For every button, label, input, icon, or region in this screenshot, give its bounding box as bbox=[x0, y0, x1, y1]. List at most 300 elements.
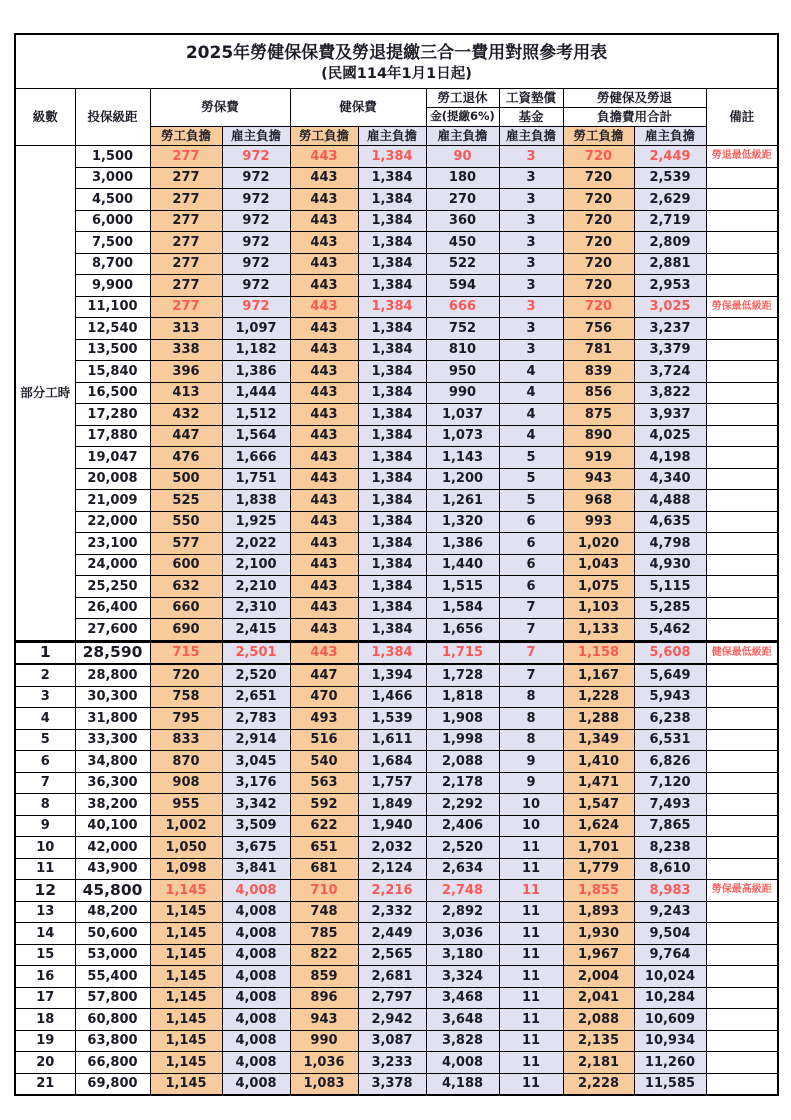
remark-cell bbox=[706, 490, 778, 512]
cell-pension-employer: 1,998 bbox=[426, 729, 499, 751]
cell-labor-employer: 3,675 bbox=[222, 837, 290, 859]
cell-total-employer: 8,983 bbox=[634, 880, 706, 902]
remark-cell bbox=[706, 708, 778, 730]
cell-health-employer: 1,384 bbox=[358, 490, 426, 512]
cell-total-employee: 720 bbox=[563, 296, 634, 318]
cell-labor-employer: 4,008 bbox=[222, 880, 290, 902]
cell-wage-fund-employer: 3 bbox=[499, 232, 563, 254]
table-row bbox=[15, 815, 778, 837]
cell-wage-fund-employer: 4 bbox=[499, 404, 563, 426]
cell-pension-employer: 594 bbox=[426, 275, 499, 297]
cell-wage-fund-employer: 3 bbox=[499, 146, 563, 168]
cell-bracket: 4,500 bbox=[75, 189, 150, 211]
cell-pension-employer: 1,143 bbox=[426, 447, 499, 469]
remark-cell bbox=[706, 751, 778, 773]
cell-total-employer: 4,025 bbox=[634, 425, 706, 447]
cell-wage-fund-employer: 6 bbox=[499, 511, 563, 533]
cell-labor-employer: 2,783 bbox=[222, 708, 290, 730]
remark-cell bbox=[706, 966, 778, 988]
subheader-wage-fund-employer: 雇主負擔 bbox=[499, 127, 563, 146]
cell-health-employer: 2,681 bbox=[358, 966, 426, 988]
cell-health-employer: 1,384 bbox=[358, 210, 426, 232]
cell-health-employer: 2,797 bbox=[358, 987, 426, 1009]
remark-cell bbox=[706, 554, 778, 576]
cell-health-employer: 2,032 bbox=[358, 837, 426, 859]
cell-bracket: 36,300 bbox=[75, 772, 150, 794]
subheader-health-employee: 勞工負擔 bbox=[290, 127, 358, 146]
cell-total-employer: 2,539 bbox=[634, 167, 706, 189]
cell-total-employee: 1,349 bbox=[563, 729, 634, 751]
level-cell: 1 bbox=[15, 641, 75, 664]
cell-total-employer: 4,930 bbox=[634, 554, 706, 576]
cell-labor-employee: 1,050 bbox=[150, 837, 222, 859]
remark-cell bbox=[706, 619, 778, 642]
cell-health-employee: 443 bbox=[290, 619, 358, 642]
cell-pension-employer: 4,188 bbox=[426, 1073, 499, 1095]
cell-health-employer: 1,384 bbox=[358, 189, 426, 211]
cell-total-employer: 3,025 bbox=[634, 296, 706, 318]
cell-health-employee: 443 bbox=[290, 425, 358, 447]
cell-health-employee: 443 bbox=[290, 382, 358, 404]
cell-bracket: 55,400 bbox=[75, 966, 150, 988]
cell-total-employer: 2,629 bbox=[634, 189, 706, 211]
col-header-health-insurance: 健保費 bbox=[290, 89, 426, 127]
cell-total-employer: 4,340 bbox=[634, 468, 706, 490]
cell-total-employer: 7,120 bbox=[634, 772, 706, 794]
table-row bbox=[15, 987, 778, 1009]
cell-bracket: 1,500 bbox=[75, 146, 150, 168]
cell-total-employer: 5,943 bbox=[634, 686, 706, 708]
cell-labor-employee: 1,145 bbox=[150, 1052, 222, 1074]
cell-health-employee: 516 bbox=[290, 729, 358, 751]
cell-wage-fund-employer: 11 bbox=[499, 923, 563, 945]
cell-bracket: 45,800 bbox=[75, 880, 150, 902]
cell-pension-employer: 1,200 bbox=[426, 468, 499, 490]
remark-cell bbox=[706, 447, 778, 469]
cell-total-employee: 1,855 bbox=[563, 880, 634, 902]
cell-health-employer: 1,384 bbox=[358, 533, 426, 555]
cell-labor-employer: 1,838 bbox=[222, 490, 290, 512]
level-cell: 4 bbox=[15, 708, 75, 730]
cell-total-employee: 1,228 bbox=[563, 686, 634, 708]
cell-bracket: 21,009 bbox=[75, 490, 150, 512]
level-cell: 2 bbox=[15, 664, 75, 686]
cell-pension-employer: 1,320 bbox=[426, 511, 499, 533]
cell-health-employee: 443 bbox=[290, 167, 358, 189]
remark-cell bbox=[706, 576, 778, 598]
cell-wage-fund-employer: 5 bbox=[499, 490, 563, 512]
cell-labor-employer: 972 bbox=[222, 167, 290, 189]
cell-total-employer: 11,585 bbox=[634, 1073, 706, 1095]
cell-pension-employer: 1,908 bbox=[426, 708, 499, 730]
cell-health-employee: 443 bbox=[290, 232, 358, 254]
cell-total-employee: 1,020 bbox=[563, 533, 634, 555]
col-header-labor-insurance: 勞保費 bbox=[150, 89, 290, 127]
remark-cell bbox=[706, 686, 778, 708]
cell-pension-employer: 2,088 bbox=[426, 751, 499, 773]
cell-pension-employer: 2,520 bbox=[426, 837, 499, 859]
cell-bracket: 38,200 bbox=[75, 794, 150, 816]
cell-total-employer: 4,635 bbox=[634, 511, 706, 533]
cell-labor-employer: 4,008 bbox=[222, 944, 290, 966]
level-cell: 12 bbox=[15, 880, 75, 902]
level-cell: 6 bbox=[15, 751, 75, 773]
cell-wage-fund-employer: 7 bbox=[499, 597, 563, 619]
cell-pension-employer: 666 bbox=[426, 296, 499, 318]
cell-total-employer: 8,610 bbox=[634, 858, 706, 880]
cell-labor-employee: 632 bbox=[150, 576, 222, 598]
level-cell: 7 bbox=[15, 772, 75, 794]
cell-labor-employee: 577 bbox=[150, 533, 222, 555]
cell-bracket: 48,200 bbox=[75, 901, 150, 923]
table-row bbox=[15, 210, 778, 232]
cell-total-employee: 720 bbox=[563, 146, 634, 168]
cell-total-employee: 875 bbox=[563, 404, 634, 426]
cell-health-employee: 990 bbox=[290, 1030, 358, 1052]
cell-labor-employer: 4,008 bbox=[222, 1052, 290, 1074]
cell-bracket: 31,800 bbox=[75, 708, 150, 730]
cell-labor-employee: 1,145 bbox=[150, 1073, 222, 1095]
cell-health-employer: 1,384 bbox=[358, 146, 426, 168]
cell-health-employee: 563 bbox=[290, 772, 358, 794]
cell-total-employer: 10,284 bbox=[634, 987, 706, 1009]
cell-labor-employer: 972 bbox=[222, 146, 290, 168]
cell-bracket: 50,600 bbox=[75, 923, 150, 945]
cell-labor-employer: 3,176 bbox=[222, 772, 290, 794]
cell-total-employer: 10,024 bbox=[634, 966, 706, 988]
cell-labor-employee: 313 bbox=[150, 318, 222, 340]
cell-labor-employee: 1,145 bbox=[150, 901, 222, 923]
cell-labor-employee: 277 bbox=[150, 253, 222, 275]
cell-bracket: 17,880 bbox=[75, 425, 150, 447]
cell-total-employee: 1,075 bbox=[563, 576, 634, 598]
cell-pension-employer: 1,440 bbox=[426, 554, 499, 576]
cell-total-employee: 1,133 bbox=[563, 619, 634, 642]
cell-labor-employee: 955 bbox=[150, 794, 222, 816]
cell-labor-employer: 2,100 bbox=[222, 554, 290, 576]
cell-total-employer: 3,822 bbox=[634, 382, 706, 404]
cell-labor-employee: 1,145 bbox=[150, 880, 222, 902]
cell-health-employer: 1,384 bbox=[358, 597, 426, 619]
table-row bbox=[15, 554, 778, 576]
cell-total-employee: 968 bbox=[563, 490, 634, 512]
table-row bbox=[15, 1009, 778, 1031]
table-row bbox=[15, 576, 778, 598]
cell-wage-fund-employer: 11 bbox=[499, 966, 563, 988]
remark-cell bbox=[706, 837, 778, 859]
cell-wage-fund-employer: 11 bbox=[499, 987, 563, 1009]
cell-labor-employer: 4,008 bbox=[222, 1030, 290, 1052]
cell-total-employee: 1,930 bbox=[563, 923, 634, 945]
cell-health-employer: 1,611 bbox=[358, 729, 426, 751]
cell-pension-employer: 1,584 bbox=[426, 597, 499, 619]
table-row bbox=[15, 923, 778, 945]
cell-pension-employer: 1,515 bbox=[426, 576, 499, 598]
cell-labor-employee: 795 bbox=[150, 708, 222, 730]
cell-health-employer: 1,384 bbox=[358, 576, 426, 598]
col-header-wage-fund-line2: 基金 bbox=[499, 108, 563, 127]
cell-health-employee: 443 bbox=[290, 210, 358, 232]
cell-pension-employer: 90 bbox=[426, 146, 499, 168]
level-cell: 15 bbox=[15, 944, 75, 966]
remark-cell bbox=[706, 468, 778, 490]
cell-bracket: 7,500 bbox=[75, 232, 150, 254]
cell-total-employer: 10,934 bbox=[634, 1030, 706, 1052]
cell-pension-employer: 990 bbox=[426, 382, 499, 404]
cell-labor-employer: 1,444 bbox=[222, 382, 290, 404]
cell-labor-employee: 476 bbox=[150, 447, 222, 469]
cell-bracket: 15,840 bbox=[75, 361, 150, 383]
cell-total-employee: 856 bbox=[563, 382, 634, 404]
remark-cell bbox=[706, 1073, 778, 1095]
cell-total-employee: 720 bbox=[563, 167, 634, 189]
cell-labor-employee: 277 bbox=[150, 210, 222, 232]
remark-cell bbox=[706, 253, 778, 275]
cell-total-employee: 839 bbox=[563, 361, 634, 383]
cell-health-employer: 1,849 bbox=[358, 794, 426, 816]
cell-health-employee: 822 bbox=[290, 944, 358, 966]
cell-bracket: 16,500 bbox=[75, 382, 150, 404]
cell-health-employer: 2,449 bbox=[358, 923, 426, 945]
remark-cell bbox=[706, 382, 778, 404]
cell-health-employer: 2,216 bbox=[358, 880, 426, 902]
cell-labor-employer: 4,008 bbox=[222, 987, 290, 1009]
cell-health-employer: 1,384 bbox=[358, 339, 426, 361]
cell-pension-employer: 2,406 bbox=[426, 815, 499, 837]
cell-total-employer: 5,285 bbox=[634, 597, 706, 619]
cell-health-employee: 443 bbox=[290, 576, 358, 598]
cell-wage-fund-employer: 11 bbox=[499, 1052, 563, 1074]
level-cell: 20 bbox=[15, 1052, 75, 1074]
cell-health-employer: 1,384 bbox=[358, 167, 426, 189]
cell-total-employee: 1,701 bbox=[563, 837, 634, 859]
cell-health-employer: 2,124 bbox=[358, 858, 426, 880]
cell-total-employer: 3,237 bbox=[634, 318, 706, 340]
cell-total-employer: 11,260 bbox=[634, 1052, 706, 1074]
cell-labor-employee: 1,145 bbox=[150, 923, 222, 945]
cell-labor-employer: 972 bbox=[222, 296, 290, 318]
table-row bbox=[15, 511, 778, 533]
table-row bbox=[15, 189, 778, 211]
level-cell: 5 bbox=[15, 729, 75, 751]
cell-bracket: 42,000 bbox=[75, 837, 150, 859]
table-row bbox=[15, 944, 778, 966]
cell-health-employer: 1,384 bbox=[358, 232, 426, 254]
cell-labor-employer: 1,182 bbox=[222, 339, 290, 361]
cell-labor-employer: 972 bbox=[222, 189, 290, 211]
cell-total-employee: 720 bbox=[563, 189, 634, 211]
cell-bracket: 57,800 bbox=[75, 987, 150, 1009]
cell-total-employer: 7,493 bbox=[634, 794, 706, 816]
table-row bbox=[15, 858, 778, 880]
cell-wage-fund-employer: 4 bbox=[499, 361, 563, 383]
cell-health-employee: 896 bbox=[290, 987, 358, 1009]
remark-cell: 勞退最低級距 bbox=[706, 146, 778, 168]
cell-health-employee: 470 bbox=[290, 686, 358, 708]
cell-pension-employer: 3,324 bbox=[426, 966, 499, 988]
subheader-pension-employer: 雇主負擔 bbox=[426, 127, 499, 146]
cell-labor-employer: 972 bbox=[222, 253, 290, 275]
cell-wage-fund-employer: 7 bbox=[499, 619, 563, 642]
remark-cell bbox=[706, 987, 778, 1009]
cell-labor-employer: 1,564 bbox=[222, 425, 290, 447]
col-header-remark: 備註 bbox=[706, 89, 778, 146]
cell-pension-employer: 3,036 bbox=[426, 923, 499, 945]
cell-labor-employee: 277 bbox=[150, 167, 222, 189]
cell-total-employee: 890 bbox=[563, 425, 634, 447]
cell-total-employer: 4,798 bbox=[634, 533, 706, 555]
subheader-labor-employee: 勞工負擔 bbox=[150, 127, 222, 146]
cell-health-employer: 1,384 bbox=[358, 361, 426, 383]
table-row bbox=[15, 339, 778, 361]
level-cell: 18 bbox=[15, 1009, 75, 1031]
cell-labor-employer: 2,501 bbox=[222, 641, 290, 664]
cell-health-employee: 540 bbox=[290, 751, 358, 773]
remark-cell: 勞保最高級距 bbox=[706, 880, 778, 902]
cell-wage-fund-employer: 11 bbox=[499, 880, 563, 902]
premium-comparison-table bbox=[14, 33, 779, 1096]
cell-labor-employer: 2,415 bbox=[222, 619, 290, 642]
cell-health-employee: 592 bbox=[290, 794, 358, 816]
cell-total-employer: 4,488 bbox=[634, 490, 706, 512]
cell-total-employee: 1,288 bbox=[563, 708, 634, 730]
table-row bbox=[15, 533, 778, 555]
cell-total-employee: 943 bbox=[563, 468, 634, 490]
cell-labor-employee: 758 bbox=[150, 686, 222, 708]
cell-total-employee: 1,624 bbox=[563, 815, 634, 837]
cell-labor-employer: 4,008 bbox=[222, 923, 290, 945]
cell-bracket: 40,100 bbox=[75, 815, 150, 837]
cell-health-employer: 1,384 bbox=[358, 447, 426, 469]
cell-total-employee: 1,967 bbox=[563, 944, 634, 966]
cell-labor-employee: 720 bbox=[150, 664, 222, 686]
cell-total-employer: 3,937 bbox=[634, 404, 706, 426]
table-row bbox=[15, 966, 778, 988]
cell-total-employee: 919 bbox=[563, 447, 634, 469]
cell-bracket: 13,500 bbox=[75, 339, 150, 361]
table-row bbox=[15, 1052, 778, 1074]
cell-total-employer: 7,865 bbox=[634, 815, 706, 837]
cell-wage-fund-employer: 11 bbox=[499, 837, 563, 859]
table-row bbox=[15, 901, 778, 923]
cell-labor-employee: 525 bbox=[150, 490, 222, 512]
remark-cell bbox=[706, 923, 778, 945]
cell-health-employer: 2,565 bbox=[358, 944, 426, 966]
cell-bracket: 60,800 bbox=[75, 1009, 150, 1031]
cell-health-employer: 3,087 bbox=[358, 1030, 426, 1052]
table-row bbox=[15, 597, 778, 619]
cell-pension-employer: 1,037 bbox=[426, 404, 499, 426]
cell-health-employer: 1,384 bbox=[358, 641, 426, 664]
cell-health-employee: 622 bbox=[290, 815, 358, 837]
cell-total-employee: 2,228 bbox=[563, 1073, 634, 1095]
cell-labor-employer: 2,520 bbox=[222, 664, 290, 686]
col-header-total-line1: 勞健保及勞退 bbox=[563, 89, 706, 108]
cell-labor-employee: 1,145 bbox=[150, 1030, 222, 1052]
cell-labor-employer: 4,008 bbox=[222, 1073, 290, 1095]
table-row bbox=[15, 382, 778, 404]
cell-labor-employee: 908 bbox=[150, 772, 222, 794]
cell-wage-fund-employer: 3 bbox=[499, 296, 563, 318]
cell-labor-employee: 1,145 bbox=[150, 966, 222, 988]
cell-health-employee: 443 bbox=[290, 490, 358, 512]
cell-health-employer: 1,384 bbox=[358, 318, 426, 340]
cell-labor-employer: 3,841 bbox=[222, 858, 290, 880]
cell-health-employer: 1,384 bbox=[358, 554, 426, 576]
cell-health-employer: 1,384 bbox=[358, 253, 426, 275]
cell-health-employer: 1,384 bbox=[358, 382, 426, 404]
cell-labor-employer: 1,512 bbox=[222, 404, 290, 426]
level-cell: 21 bbox=[15, 1073, 75, 1095]
subheader-health-employer: 雇主負擔 bbox=[358, 127, 426, 146]
col-header-bracket: 投保級距 bbox=[75, 89, 150, 146]
cell-health-employee: 943 bbox=[290, 1009, 358, 1031]
cell-labor-employer: 1,386 bbox=[222, 361, 290, 383]
cell-pension-employer: 1,656 bbox=[426, 619, 499, 642]
cell-health-employee: 443 bbox=[290, 404, 358, 426]
cell-pension-employer: 1,728 bbox=[426, 664, 499, 686]
cell-pension-employer: 2,178 bbox=[426, 772, 499, 794]
table-row bbox=[15, 232, 778, 254]
table-row bbox=[15, 425, 778, 447]
cell-wage-fund-employer: 11 bbox=[499, 1073, 563, 1095]
cell-bracket: 12,540 bbox=[75, 318, 150, 340]
table-row bbox=[15, 275, 778, 297]
cell-total-employer: 9,243 bbox=[634, 901, 706, 923]
subheader-total-employee: 勞工負擔 bbox=[563, 127, 634, 146]
cell-labor-employer: 4,008 bbox=[222, 901, 290, 923]
cell-bracket: 26,400 bbox=[75, 597, 150, 619]
cell-wage-fund-employer: 11 bbox=[499, 1009, 563, 1031]
level-cell: 3 bbox=[15, 686, 75, 708]
cell-wage-fund-employer: 5 bbox=[499, 468, 563, 490]
remark-cell bbox=[706, 1052, 778, 1074]
table-row bbox=[15, 404, 778, 426]
cell-pension-employer: 2,892 bbox=[426, 901, 499, 923]
table-row bbox=[15, 296, 778, 318]
cell-health-employee: 443 bbox=[290, 554, 358, 576]
cell-total-employer: 5,608 bbox=[634, 641, 706, 664]
remark-cell bbox=[706, 189, 778, 211]
cell-total-employer: 8,238 bbox=[634, 837, 706, 859]
table-row bbox=[15, 361, 778, 383]
cell-labor-employee: 600 bbox=[150, 554, 222, 576]
cell-total-employee: 1,043 bbox=[563, 554, 634, 576]
cell-labor-employer: 1,925 bbox=[222, 511, 290, 533]
cell-wage-fund-employer: 6 bbox=[499, 533, 563, 555]
cell-pension-employer: 3,468 bbox=[426, 987, 499, 1009]
table-row bbox=[15, 837, 778, 859]
cell-labor-employee: 1,145 bbox=[150, 987, 222, 1009]
cell-health-employee: 748 bbox=[290, 901, 358, 923]
cell-health-employee: 443 bbox=[290, 296, 358, 318]
cell-labor-employee: 396 bbox=[150, 361, 222, 383]
cell-labor-employee: 550 bbox=[150, 511, 222, 533]
cell-health-employee: 710 bbox=[290, 880, 358, 902]
cell-health-employee: 785 bbox=[290, 923, 358, 945]
cell-labor-employee: 447 bbox=[150, 425, 222, 447]
cell-wage-fund-employer: 10 bbox=[499, 815, 563, 837]
cell-total-employee: 1,547 bbox=[563, 794, 634, 816]
cell-labor-employer: 2,022 bbox=[222, 533, 290, 555]
cell-bracket: 24,000 bbox=[75, 554, 150, 576]
cell-health-employer: 1,684 bbox=[358, 751, 426, 773]
cell-bracket: 25,250 bbox=[75, 576, 150, 598]
col-header-level: 級數 bbox=[15, 89, 75, 146]
cell-total-employee: 2,135 bbox=[563, 1030, 634, 1052]
cell-labor-employer: 4,008 bbox=[222, 966, 290, 988]
remark-cell bbox=[706, 167, 778, 189]
